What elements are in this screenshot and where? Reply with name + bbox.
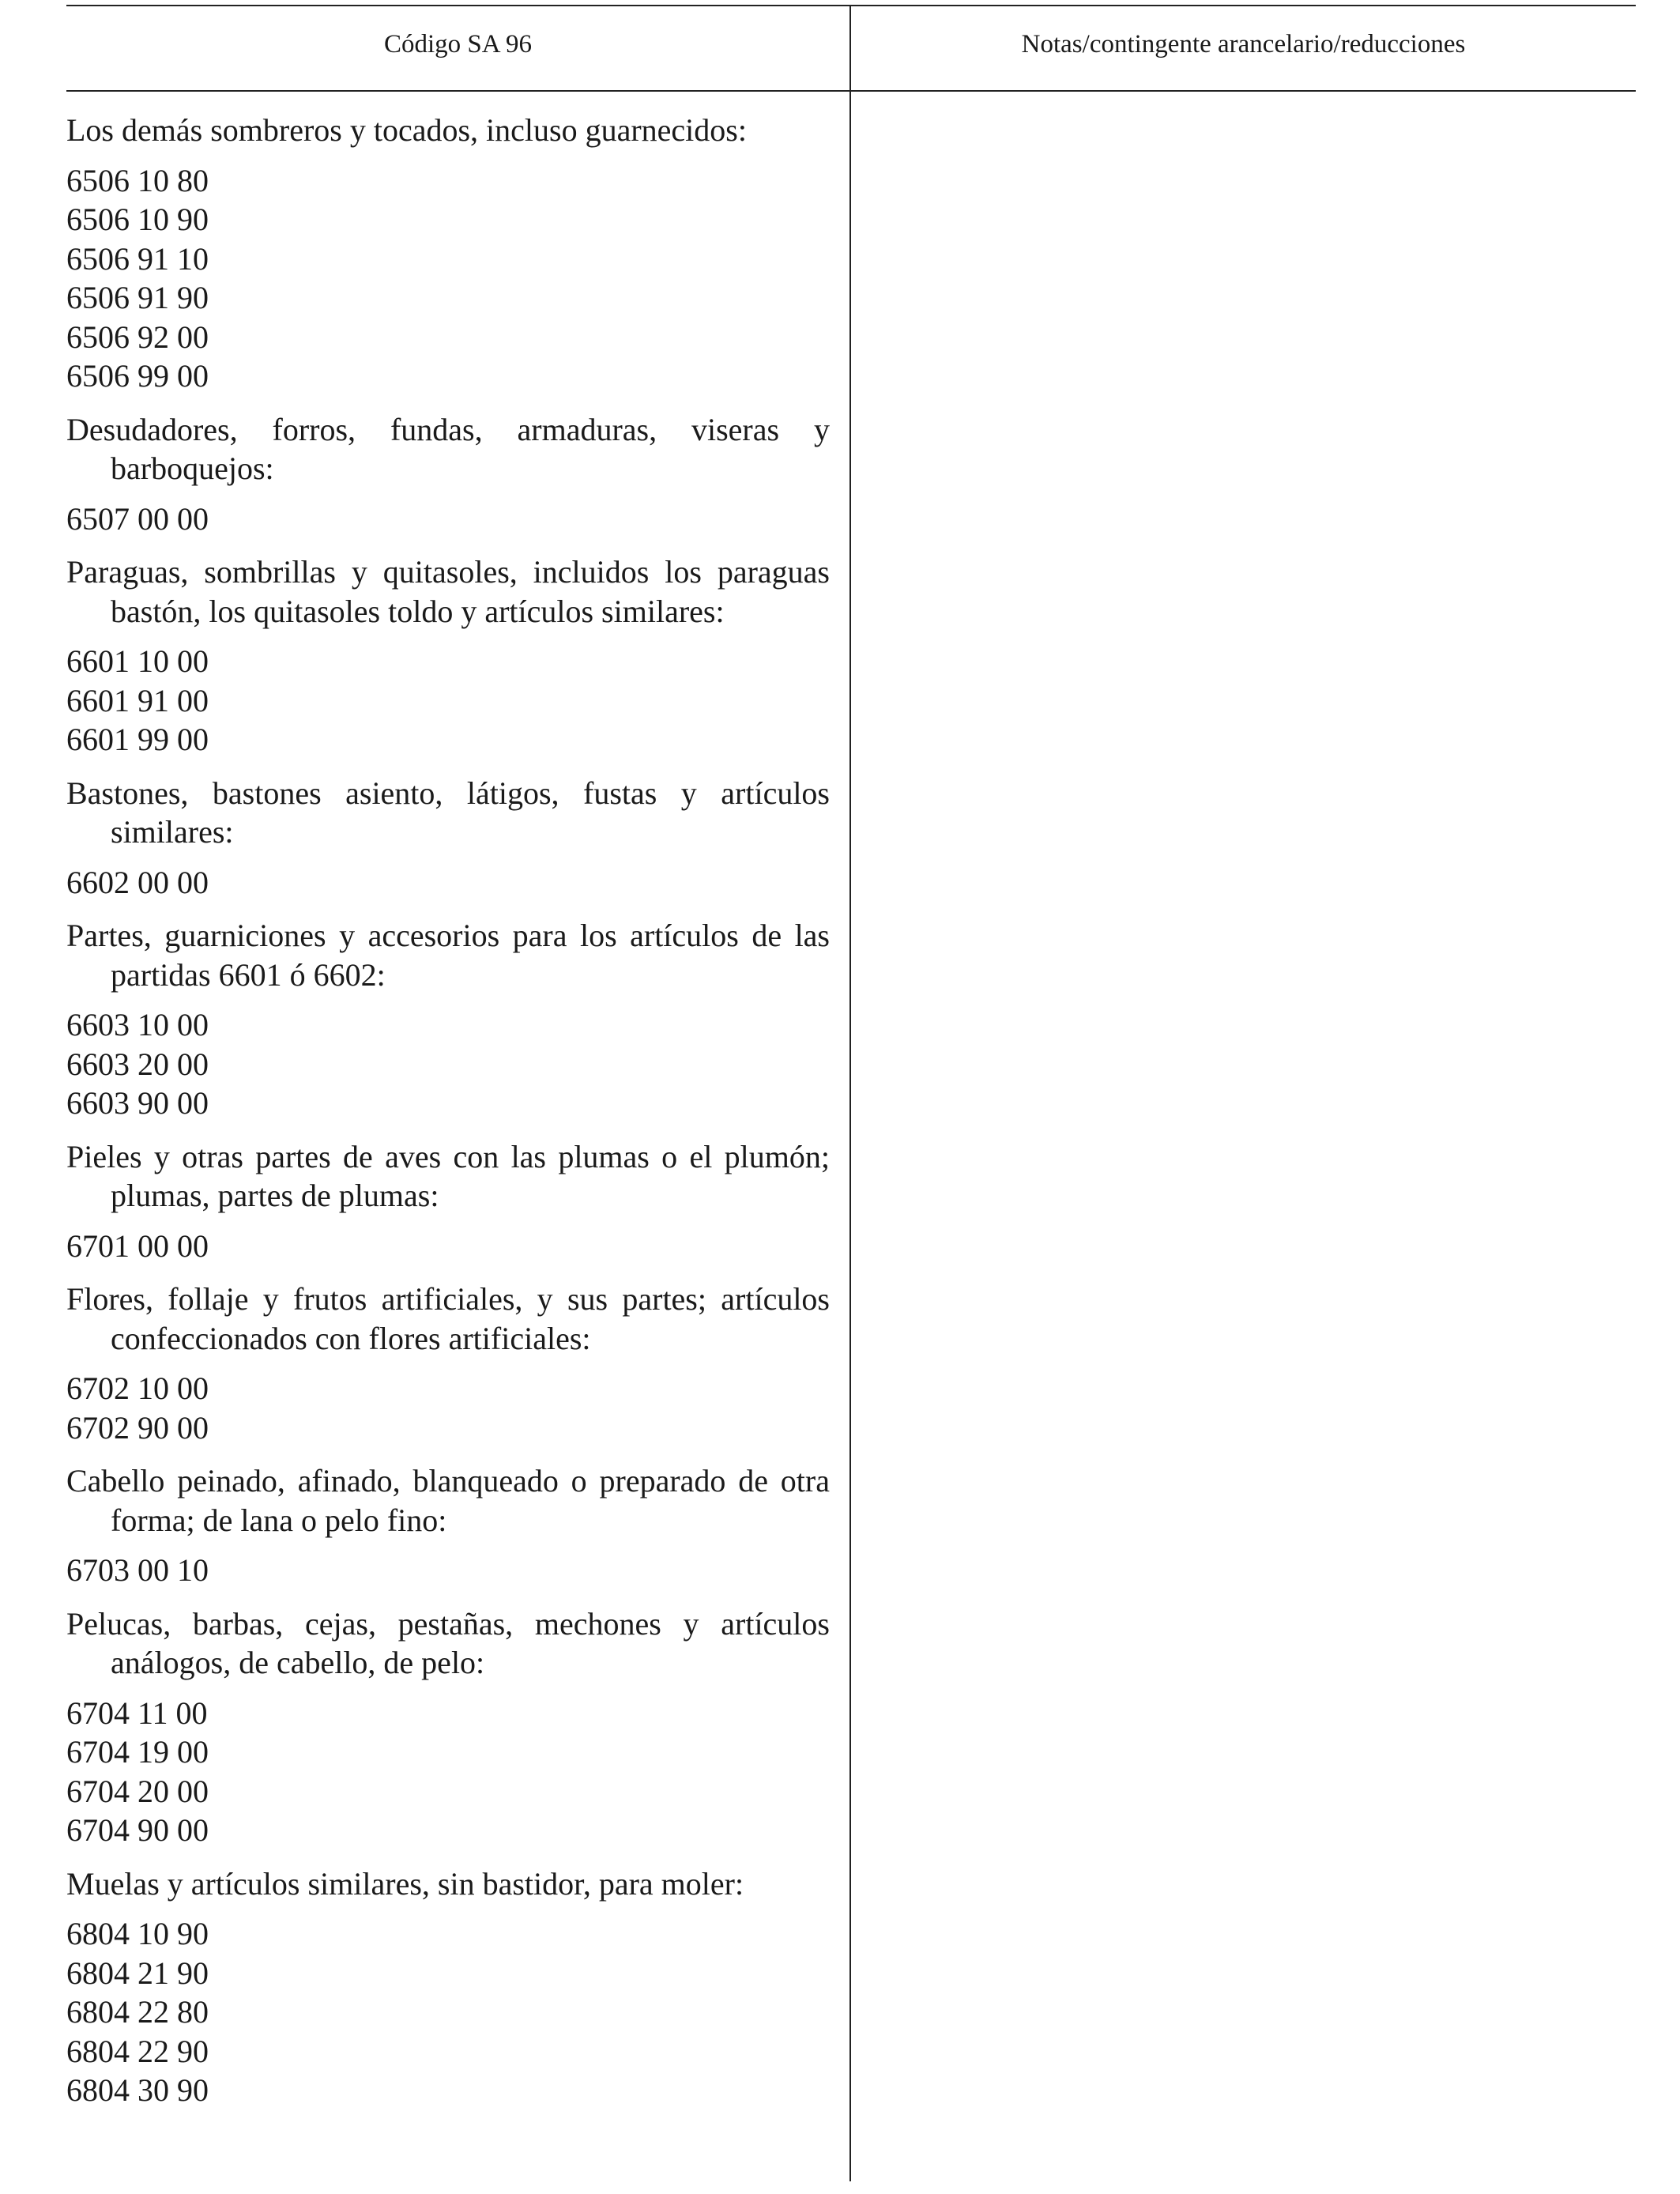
hs-code: 6704 19 00 bbox=[66, 1734, 209, 1770]
table-header-rule bbox=[66, 90, 1636, 92]
hs-code: 6804 22 80 bbox=[66, 1994, 209, 2030]
section-heading: Desudadores, forros, fundas, armaduras, viseras y barboquejos: bbox=[66, 411, 830, 486]
hs-code: 6603 10 00 bbox=[66, 1007, 209, 1042]
section-heading: Flores, follaje y frutos artificiales, y sus partes; artículos confeccionados con flores artificiales: bbox=[66, 1281, 830, 1356]
tariff-section bbox=[66, 1604, 830, 1850]
tariff-section bbox=[66, 774, 830, 903]
hs-code: 6506 92 00 bbox=[66, 319, 209, 355]
hs-code: 6704 90 00 bbox=[66, 1812, 209, 1848]
hs-code: 6701 00 00 bbox=[66, 1227, 209, 1264]
section-heading: Cabello peinado, afinado, blanqueado o preparado de otra forma; de lana o pelo fino: bbox=[66, 1463, 830, 1538]
hs-code: 6601 99 00 bbox=[66, 722, 209, 757]
section-heading: Muelas y artículos similares, sin bastidor, para moler: bbox=[66, 1865, 744, 1902]
hs-code: 6601 91 00 bbox=[66, 682, 209, 718]
table-top-rule bbox=[66, 5, 1636, 6]
tariff-section bbox=[66, 552, 830, 760]
hs-code: 6804 21 90 bbox=[66, 1955, 209, 1991]
tariff-section bbox=[66, 1461, 830, 1590]
tariff-section bbox=[66, 111, 830, 396]
tariff-section bbox=[66, 1864, 830, 2110]
section-heading: Pelucas, barbas, cejas, pestañas, mechones y artículos análogos, de cabello, de pelo: bbox=[66, 1605, 830, 1680]
hs-code: 6603 90 00 bbox=[66, 1085, 209, 1121]
hs-code: 6804 30 90 bbox=[66, 2072, 209, 2108]
section-heading: Los demás sombreros y tocados, incluso guarnecidos: bbox=[66, 112, 747, 148]
hs-code: 6602 00 00 bbox=[66, 864, 209, 900]
hs-code: 6506 10 90 bbox=[66, 202, 209, 237]
hs-code: 6703 00 10 bbox=[66, 1552, 209, 1588]
hs-code: 6506 91 90 bbox=[66, 280, 209, 315]
column-header-code: Código SA 96 bbox=[383, 30, 533, 58]
tariff-section bbox=[66, 1137, 830, 1266]
tariff-section bbox=[66, 916, 830, 1123]
column-divider bbox=[849, 5, 851, 2181]
hs-code: 6507 00 00 bbox=[66, 500, 209, 537]
hs-code: 6506 99 00 bbox=[66, 358, 209, 394]
hs-code: 6704 20 00 bbox=[66, 1773, 209, 1809]
column-header-notes: Notas/contingente arancelario/reducciones bbox=[1021, 30, 1466, 58]
hs-code: 6704 11 00 bbox=[66, 1695, 208, 1731]
hs-code: 6603 20 00 bbox=[66, 1046, 209, 1082]
hs-code: 6804 10 90 bbox=[66, 1916, 209, 1951]
hs-code: 6702 10 00 bbox=[66, 1370, 209, 1406]
section-heading: Pieles y otras partes de aves con las plumas o el plumón; plumas, partes de plumas: bbox=[66, 1138, 830, 1213]
tariff-section bbox=[66, 410, 830, 539]
hs-code: 6804 22 90 bbox=[66, 2033, 209, 2069]
section-heading: Partes, guarniciones y accesorios para los artículos de las partidas 6601 ó 6602: bbox=[66, 918, 830, 993]
tariff-section bbox=[66, 1280, 830, 1447]
hs-code: 6601 10 00 bbox=[66, 643, 209, 679]
code-column bbox=[66, 111, 830, 2124]
hs-code: 6506 10 80 bbox=[66, 162, 209, 198]
hs-code: 6506 91 10 bbox=[66, 240, 209, 277]
section-heading: Paraguas, sombrillas y quitasoles, incluidos los paraguas bastón, los quitasoles toldo y artículos similares: bbox=[66, 554, 830, 629]
hs-code: 6702 90 00 bbox=[66, 1409, 209, 1446]
section-heading: Bastones, bastones asiento, látigos, fustas y artículos similares: bbox=[66, 775, 830, 850]
